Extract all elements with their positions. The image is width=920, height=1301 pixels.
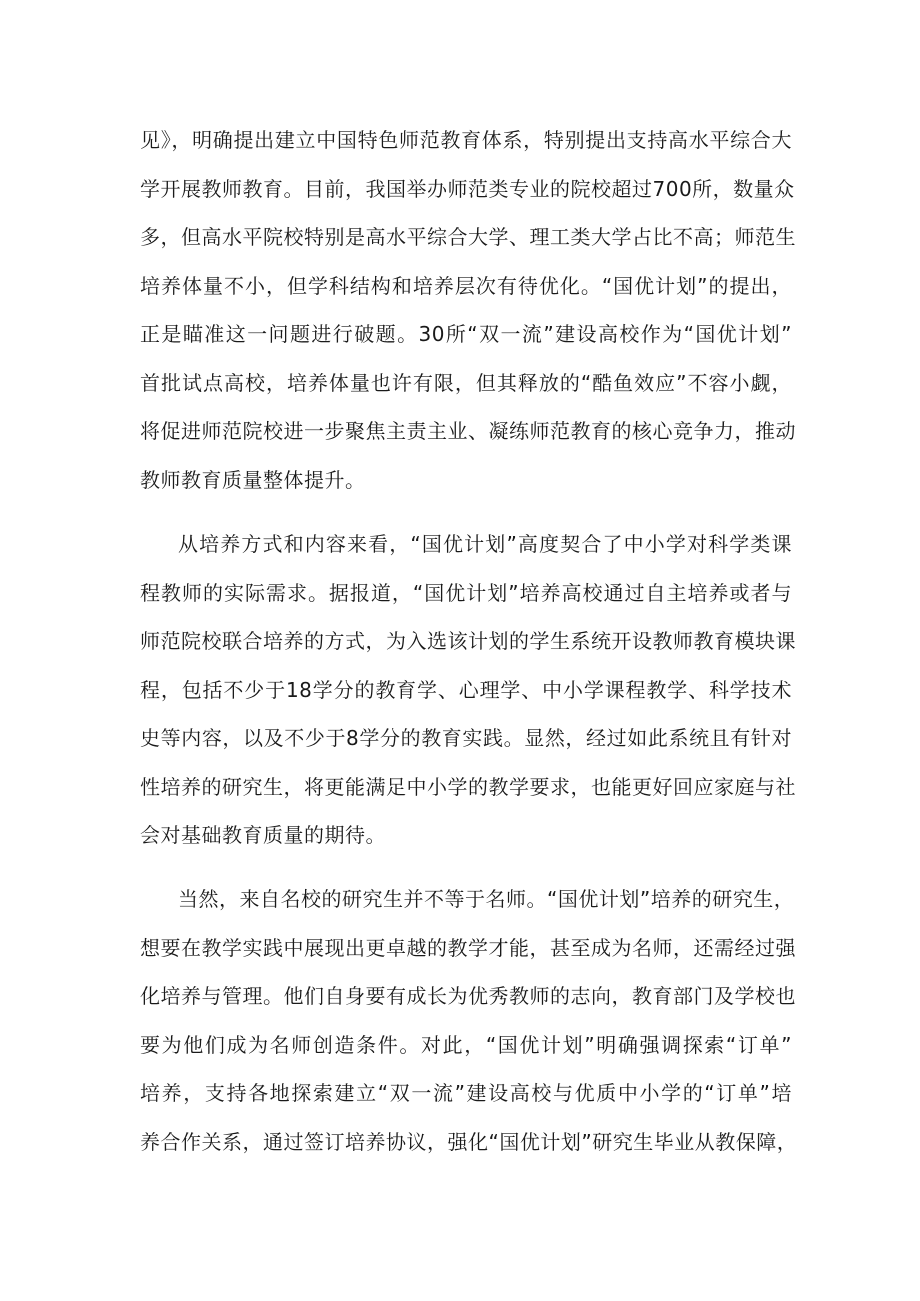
paragraph-3-line-6: 养合作关系，通过签订培养协议，强化“国优计划”研究生毕业从教保障， xyxy=(140,1130,798,1154)
paragraph-3-line-5: 培养，支持各地探索建立“双一流”建设高校与优质中小学的“订单”培 xyxy=(140,1081,792,1105)
paragraph-3-line-1: 当然，来自名校的研究生并不等于名师。“国优计划”培养的研究生， xyxy=(178,887,795,911)
paragraph-2-line-6: 性培养的研究生，将更能满足中小学的教学要求，也能更好回应家庭与社 xyxy=(140,775,796,799)
paragraph-1-line-7: 将促进师范院校进一步聚焦主责主业、凝练师范教育的核心竞争力，推动 xyxy=(140,419,796,443)
paragraph-2-line-7: 会对基础教育质量的期待。 xyxy=(140,823,386,847)
paragraph-2-line-3: 师范院校联合培养的方式，为入选该计划的学生系统开设教师教育模块课 xyxy=(140,629,796,653)
paragraph-2-line-2: 程教师的实际需求。据报道，“国优计划”培养高校通过自主培养或者与 xyxy=(140,581,792,605)
paragraph-2-line-4: 程，包括不少于18学分的教育学、心理学、中小学课程教学、科学技术 xyxy=(140,678,792,702)
paragraph-1-line-1: 见》，明确提出建立中国特色师范教育体系，特别提出支持高水平综合大 xyxy=(140,128,792,152)
paragraph-1-line-3: 多，但高水平院校特别是高水平综合大学、理工类大学占比不高；师范生 xyxy=(140,225,796,249)
paragraph-2-line-1: 从培养方式和内容来看，“国优计划”高度契合了中小学对科学类课 xyxy=(178,532,792,556)
paragraph-1-line-6: 首批试点高校，培养体量也许有限，但其释放的“酷鱼效应”不容小觑， xyxy=(140,371,792,395)
paragraph-3-line-3: 化培养与管理。他们自身要有成长为优秀教师的志向，教育部门及学校也 xyxy=(140,984,796,1008)
paragraph-1-line-2: 学开展教师教育。目前，我国举办师范类专业的院校超过700所，数量众 xyxy=(140,177,795,201)
paragraph-2-line-5: 史等内容，以及不少于8学分的教育实践。显然，经过如此系统且有针对 xyxy=(140,726,792,750)
paragraph-3-line-2: 想要在教学实践中展现出更卓越的教学才能，甚至成为名师，还需经过强 xyxy=(140,936,796,960)
paragraph-1-line-5: 正是瞄准这一问题进行破题。30所“双一流”建设高校作为“国优计划” xyxy=(140,322,792,346)
paragraph-1-line-4: 培养体量不小，但学科结构和培养层次有待优化。“国优计划”的提出， xyxy=(140,274,792,298)
paragraph-3-line-4: 要为他们成为名师创造条件。对此，“国优计划”明确强调探索“订单” xyxy=(140,1033,792,1057)
paragraph-1-line-8: 教师教育质量整体提升。 xyxy=(140,468,366,492)
